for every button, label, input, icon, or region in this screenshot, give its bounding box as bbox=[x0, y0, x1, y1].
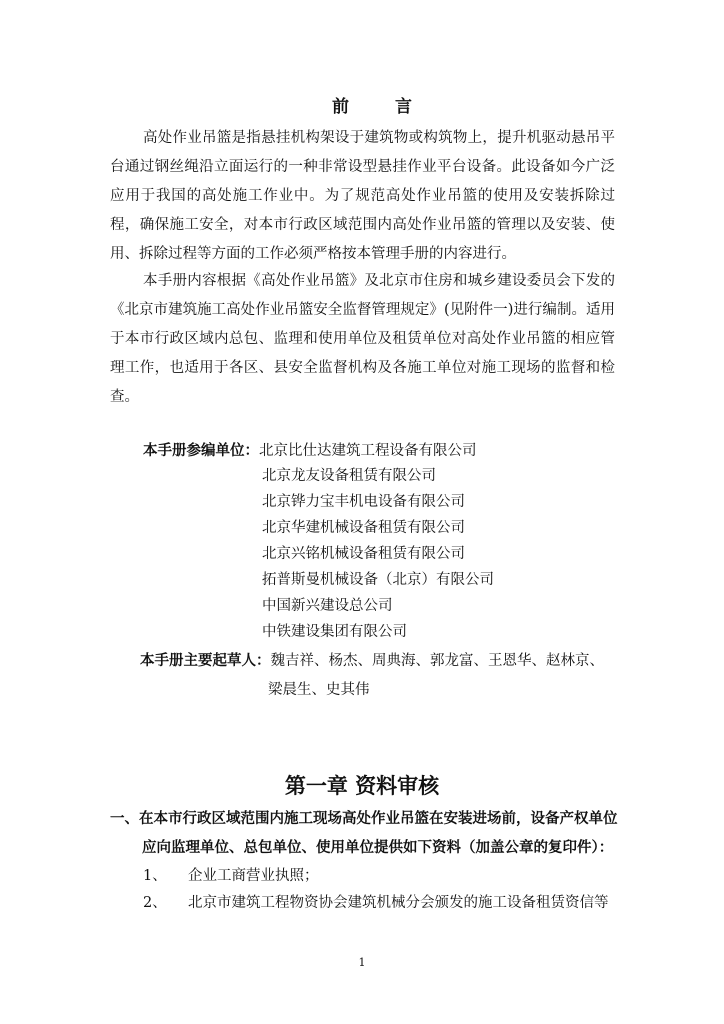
unit-item: 北京比仕达建筑工程设备有限公司 bbox=[259, 443, 477, 459]
drafters-names: 魏吉祥、杨杰、周典海、郭龙富、王恩华、赵林京、 bbox=[270, 653, 604, 669]
preface-paragraph-2: 本手册内容根据《高处作业吊篮》及北京市住房和城乡建设委员会下发的《北京市建筑施工高处作业吊篮安全监督管理规定》(见附件一)进行编制。适用于本市行政区域内总包、监理和使用单位及租赁单位对高处作业吊篮的相应管理工作，也适用于各区、县安全监督机构及各施工单位对施工现场的监督和检查。 bbox=[110, 273, 615, 405]
drafters-names-cont: 梁晨生、史其伟 bbox=[268, 682, 370, 698]
list-item-text: 北京市建筑工程物资协会建筑机械分会颁发的施工设备租赁资信等 bbox=[188, 895, 609, 911]
drafters-label: 本手册主要起草人： bbox=[140, 653, 271, 669]
unit-item: 中铁建设集团有限公司 bbox=[262, 624, 407, 640]
chapter-title: 第一章 资料审核 bbox=[284, 774, 440, 798]
preface-paragraph-1: 高处作业吊篮是指悬挂机构架设于建筑物或构筑物上，提升机驱动悬吊平台通过钢丝绳沿立面运行的一种非常设型悬挂作业平台设备。此设备如今广泛应用于我国的高处施工作业中。为了规范高处作业吊篮的使用及安装拆除过程，确保施工安全，对本市行政区域范围内高处作业吊篮的管理以及安装、使用、拆除过程等方面的工作必须严格按本管理手册的内容进行。 bbox=[110, 130, 615, 262]
unit-item: 北京华建机械设备租赁有限公司 bbox=[262, 520, 465, 536]
contributing-units-label bbox=[143, 438, 477, 464]
unit-item: 拓普斯曼机械设备（北京）有限公司 bbox=[262, 572, 494, 588]
unit-item: 北京龙友设备租赁有限公司 bbox=[262, 468, 436, 484]
preface-title: 前 言 bbox=[332, 97, 432, 117]
section-heading-cont: 应向监理单位、总包单位、使用单位提供如下资料（加盖公章的复印件）： bbox=[142, 840, 614, 856]
drafters-line bbox=[140, 648, 604, 674]
list-item bbox=[143, 864, 319, 885]
unit-item: 中国新兴建设总公司 bbox=[262, 598, 393, 614]
unit-item: 北京兴铭机械设备租赁有限公司 bbox=[262, 546, 465, 562]
list-item-number: 2、 bbox=[143, 895, 167, 911]
list-item bbox=[143, 891, 609, 912]
section-heading: 一、在本市行政区域范围内施工现场高处作业吊篮在安装进场前，设备产权单位 bbox=[110, 811, 618, 827]
unit-item: 北京铧力宝丰机电设备有限公司 bbox=[262, 494, 465, 510]
page-number: 1 bbox=[358, 956, 366, 969]
units-label: 本手册参编单位： bbox=[143, 443, 259, 459]
list-item-number: 1、 bbox=[143, 868, 167, 884]
list-item-text: 企业工商营业执照； bbox=[188, 868, 319, 884]
